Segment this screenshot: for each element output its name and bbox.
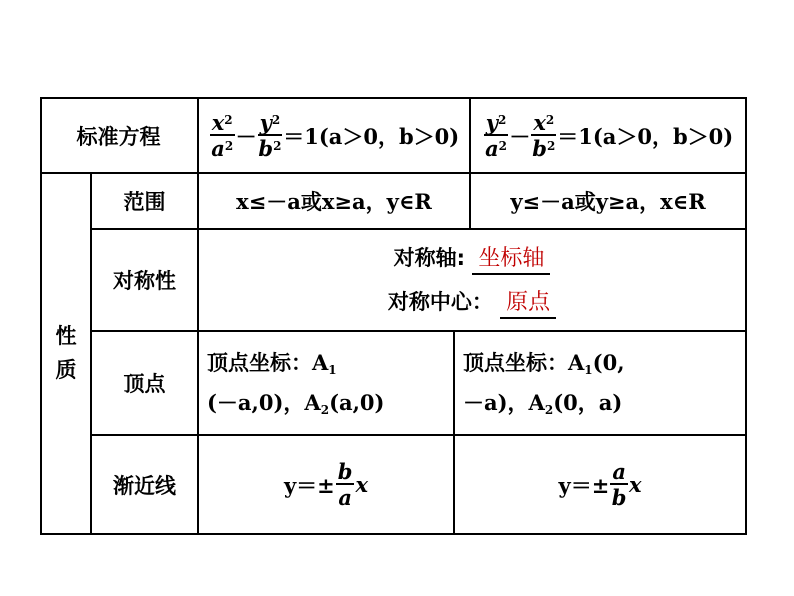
fraction-x2-a2: $\frac{x^2}{a^2}$ (211, 110, 234, 161)
vertex-label: 顶点 (123, 372, 166, 396)
properties-label-char1: 性 (55, 323, 77, 348)
standard-equation-1: $\frac{x^2}{a^2}$ － $\frac{y^2}{b^2}$ ＝1(a＞0，b＞0) (211, 110, 460, 161)
vertex-col2 (455, 332, 745, 434)
symmetry-center-label: 对称中心： (387, 290, 493, 314)
asymptote-col2: y＝± $\frac{a}{b}$ x (558, 459, 642, 510)
symmetry-axis-answer: 坐标轴 (472, 241, 550, 275)
equation-2-rest: ＝1(a＞0，b＞0) (557, 123, 734, 149)
symmetry-center-answer: 原点 (500, 285, 556, 319)
table-border-bottom (40, 533, 747, 535)
symmetry-label: 对称性 (113, 269, 176, 293)
symmetry-axis-label: 对称轴: (393, 246, 466, 270)
symmetry-content (199, 230, 745, 330)
hyperbola-properties-table (40, 97, 747, 535)
equation-1-rest: ＝1(a＞0，b＞0) (283, 123, 460, 149)
vertex-col1 (199, 332, 453, 434)
asymptote-col2-fraction: $\frac{a}{b}$ (611, 459, 627, 510)
symmetry-center-line (388, 285, 556, 319)
vertex-col1-line1: 顶点坐标：$A_1$ (207, 350, 337, 378)
fraction-y2-a2: $\frac{y^2}{a^2}$ (485, 110, 508, 161)
asymptote-col1: y＝± $\frac{b}{a}$ x (283, 459, 369, 510)
vertex-col2-line2: －a)，$A_2(0$，a) (463, 390, 623, 417)
header-label: 标准方程 (76, 124, 161, 149)
properties-label-char2: 质 (55, 357, 77, 382)
symmetry-axis-line (394, 241, 551, 275)
range-col1: x≤－a或x≥a，y∈R (236, 189, 432, 214)
range-label: 范围 (123, 190, 166, 214)
asymptote-label: 渐近线 (113, 473, 176, 498)
properties-label (42, 174, 90, 533)
fraction-x2-b2: $\frac{x^2}{b^2}$ (532, 110, 556, 161)
fraction-y2-b2: $\frac{y^2}{b^2}$ (258, 110, 282, 161)
vertex-col1-line2: (－a,0)，$A_2(a,0)$ (207, 390, 385, 417)
asymptote-col1-fraction: $\frac{b}{a}$ (337, 459, 353, 510)
vertex-col2-line1: 顶点坐标：$A_1(0$, (463, 350, 625, 378)
range-col2: y≤－a或y≥a，x∈R (510, 189, 706, 214)
table-border-right (745, 97, 747, 535)
standard-equation-2: $\frac{y^2}{a^2}$ － $\frac{x^2}{b^2}$ ＝1(a＞0，b＞0) (485, 110, 734, 161)
